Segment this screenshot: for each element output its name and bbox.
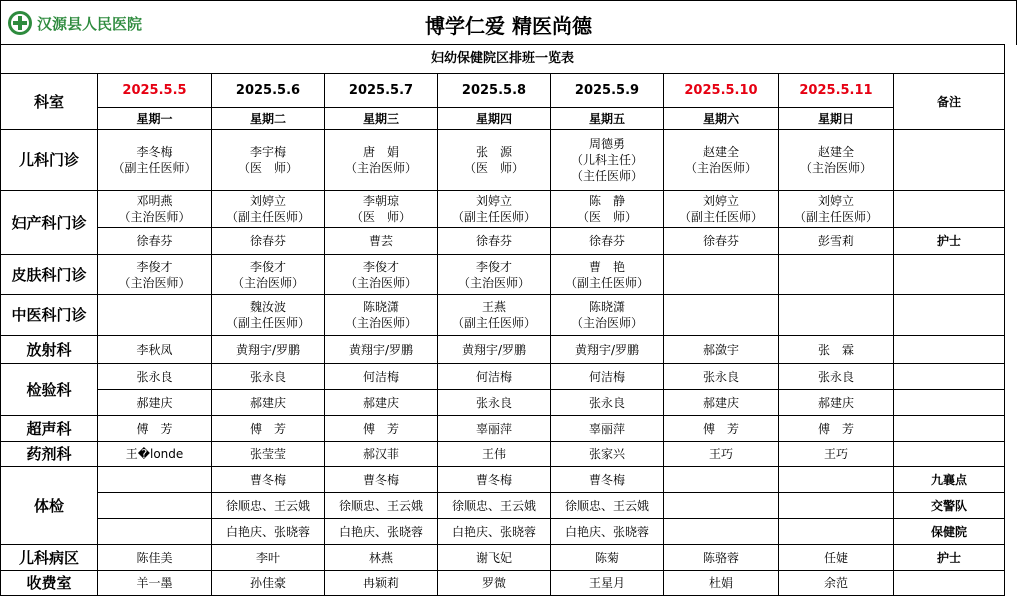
staff-line: 黄翔宇/罗鹏 [461, 342, 527, 357]
schedule-cell [438, 416, 551, 442]
staff-line: 郝建庆 [702, 395, 739, 410]
note-cell [894, 336, 1005, 364]
schedule-cell [438, 390, 551, 416]
schedule-cell [212, 364, 325, 390]
schedule-cell [325, 336, 438, 364]
schedule-cell [779, 519, 894, 545]
staff-line: （医 师） [237, 161, 298, 175]
schedule-cell [325, 295, 438, 336]
schedule-cell [551, 295, 664, 336]
schedule-cell [98, 336, 212, 364]
schedule-cell [98, 442, 212, 467]
staff-line: 王巧 [823, 447, 848, 461]
schedule-cell [325, 390, 438, 416]
staff-line: 赵建全 [817, 145, 854, 159]
schedule-cell [779, 295, 894, 336]
schedule-cell [98, 390, 212, 416]
date-header: 2025.5.5 [98, 74, 212, 108]
schedule-cell [664, 364, 779, 390]
staff-line: 曹冬梅 [475, 472, 512, 487]
schedule-cell [438, 364, 551, 390]
staff-line: 刘婷立 [817, 194, 854, 208]
note-cell [894, 130, 1005, 191]
staff-line: 张 源 [475, 145, 512, 159]
staff-line: 刘婷立 [475, 194, 512, 208]
staff-line: 曹 艳 [588, 259, 625, 274]
staff-line: 曹冬梅 [588, 472, 625, 487]
staff-line: （主治医师） [118, 210, 191, 224]
schedule-cell [551, 255, 664, 295]
staff-line: 徐顺忠、王云娥 [338, 498, 423, 513]
schedule-cell [779, 191, 894, 228]
staff-line: 郝建庆 [817, 395, 854, 410]
staff-line: 魏汝波 [249, 300, 286, 314]
staff-line: 何洁梅 [475, 369, 512, 384]
staff-line: 郝建庆 [362, 395, 399, 410]
schedule-cell [98, 191, 212, 228]
staff-line: （主治医师） [457, 275, 530, 290]
staff-line: 任婕 [823, 550, 848, 565]
staff-line: 黄翔宇/罗鹏 [574, 342, 640, 357]
schedule-cell [779, 571, 894, 596]
schedule-cell [438, 130, 551, 191]
page-title: 博学仁爱 精医尚德 [425, 14, 592, 38]
staff-line: 陈晓潇 [588, 300, 625, 314]
schedule-cell [438, 442, 551, 467]
schedule-cell [779, 336, 894, 364]
staff-line: 李宇梅 [249, 145, 286, 159]
hospital-name: 汉源县人民医院 [37, 14, 143, 33]
staff-line: （主治医师） [799, 161, 872, 175]
staff-line: 徐春芬 [475, 234, 512, 248]
schedule-cell [325, 493, 438, 519]
schedule-cell [664, 295, 779, 336]
schedule-cell [325, 545, 438, 571]
schedule-cell [325, 130, 438, 191]
note-cell [894, 191, 1005, 228]
staff-line: 彭雪莉 [817, 234, 854, 248]
staff-line: （医 师） [350, 210, 411, 224]
schedule-cell [98, 571, 212, 596]
staff-line: 羊一墨 [136, 576, 173, 590]
schedule-cell [551, 545, 664, 571]
staff-line: 刘婷立 [702, 194, 739, 208]
weekday-header: 星期日 [779, 108, 894, 130]
schedule-cell [212, 493, 325, 519]
staff-line: （副主任医师） [112, 161, 197, 175]
department-name: 儿科病区 [1, 545, 98, 571]
schedule-cell [779, 228, 894, 255]
schedule-cell [779, 364, 894, 390]
schedule-cell [325, 519, 438, 545]
weekday-header: 星期一 [98, 108, 212, 130]
department-name: 皮肤科门诊 [1, 255, 98, 295]
staff-line: （医 师） [576, 210, 637, 224]
schedule-cell [325, 228, 438, 255]
department-name: 收费室 [1, 571, 98, 596]
staff-line: （主治医师） [344, 161, 417, 175]
note-cell [894, 416, 1005, 442]
staff-line: 徐春芬 [249, 234, 286, 248]
staff-line: （主治医师） [231, 275, 304, 290]
schedule-cell [325, 416, 438, 442]
schedule-cell [438, 336, 551, 364]
schedule-row [1, 295, 1005, 336]
staff-line: 白艳庆、张晓蓉 [338, 524, 423, 539]
schedule-cell [212, 519, 325, 545]
schedule-cell [779, 130, 894, 191]
schedule-cell [664, 130, 779, 191]
staff-line: 李俊才 [475, 259, 512, 274]
staff-line: 白艳庆、张晓蓉 [564, 524, 649, 539]
staff-line: 徐顺忠、王云娥 [225, 498, 310, 513]
staff-line: （主治医师） [344, 275, 417, 290]
note-cell [894, 442, 1005, 467]
staff-line: 曹冬梅 [249, 472, 286, 487]
schedule-cell [664, 467, 779, 493]
schedule-cell [438, 191, 551, 228]
staff-line: 张莹莹 [249, 447, 286, 461]
schedule-cell [664, 442, 779, 467]
staff-line: 罗微 [481, 576, 506, 590]
weekday-header: 星期四 [438, 108, 551, 130]
staff-line: 徐顺忠、王云娥 [564, 498, 649, 513]
schedule-row [1, 130, 1005, 191]
staff-line: 张永良 [817, 369, 854, 384]
staff-line: （主治医师） [684, 161, 757, 175]
schedule-cell [779, 545, 894, 571]
staff-line: 杜娟 [708, 576, 733, 590]
schedule-cell [212, 571, 325, 596]
schedule-cell [551, 493, 664, 519]
staff-line: （副主任医师） [451, 316, 536, 330]
staff-line: 林燕 [368, 550, 393, 565]
schedule-row [1, 364, 1005, 390]
staff-line: 徐春芬 [588, 234, 625, 248]
schedule-cell [664, 228, 779, 255]
staff-line: 郝建庆 [249, 395, 286, 410]
staff-line: （副主任医师） [793, 210, 878, 224]
schedule-cell [98, 255, 212, 295]
schedule-cell [551, 442, 664, 467]
staff-line: 曹芸 [368, 234, 393, 248]
staff-line: 黄翔宇/罗鹏 [348, 342, 414, 357]
staff-line: （医 师） [463, 161, 524, 175]
staff-line: 曹冬梅 [362, 472, 399, 487]
staff-line: 陈 静 [588, 194, 625, 208]
schedule-cell [98, 416, 212, 442]
staff-line: 辜丽萍 [588, 421, 625, 436]
schedule-cell [98, 295, 212, 336]
schedule-cell [664, 255, 779, 295]
schedule-cell [438, 571, 551, 596]
department-name: 超声科 [1, 416, 98, 442]
schedule-cell [438, 545, 551, 571]
staff-line: 邓明燕 [136, 194, 173, 208]
schedule-cell [438, 519, 551, 545]
staff-line: 徐春芬 [702, 234, 739, 248]
staff-line: 辜丽萍 [475, 421, 512, 436]
staff-line: （儿科主任） [570, 153, 643, 167]
staff-line: 郝汉菲 [362, 447, 399, 461]
staff-line: 傅 芳 [702, 421, 739, 436]
schedule-cell [779, 442, 894, 467]
staff-line: 张永良 [702, 369, 739, 384]
schedule-table [0, 44, 1005, 596]
staff-line: 王巧 [708, 447, 733, 461]
staff-line: 李俊才 [249, 259, 286, 274]
schedule-cell [438, 467, 551, 493]
schedule-row [1, 442, 1005, 467]
schedule-cell [98, 545, 212, 571]
staff-line: 白艳庆、张晓蓉 [451, 524, 536, 539]
schedule-row [1, 228, 1005, 255]
schedule-row [1, 467, 1005, 493]
schedule-cell [325, 467, 438, 493]
department-name: 妇产科门诊 [1, 191, 98, 255]
schedule-cell [664, 336, 779, 364]
schedule-cell [779, 416, 894, 442]
schedule-cell [212, 416, 325, 442]
schedule-cell [212, 191, 325, 228]
staff-line: （主任医师） [570, 169, 643, 183]
schedule-cell [212, 442, 325, 467]
schedule-cell [212, 295, 325, 336]
weekday-header: 星期三 [325, 108, 438, 130]
schedule-cell [551, 191, 664, 228]
schedule-cell [664, 493, 779, 519]
staff-line: 傅 芳 [362, 421, 399, 436]
staff-line: （主治医师） [570, 316, 643, 330]
schedule-cell [664, 545, 779, 571]
staff-line: 徐春芬 [136, 234, 173, 248]
staff-line: 黄翔宇/罗鹏 [235, 342, 301, 357]
staff-line: 李叶 [255, 550, 280, 565]
staff-line: 张永良 [588, 395, 625, 410]
staff-line: 郝潋宇 [702, 342, 739, 357]
schedule-cell [779, 390, 894, 416]
staff-line: 唐 娟 [362, 145, 399, 159]
schedule-row [1, 191, 1005, 228]
note-cell [894, 295, 1005, 336]
department-name: 儿科门诊 [1, 130, 98, 191]
staff-line: 陈骆蓉 [702, 550, 739, 565]
note-cell [894, 390, 1005, 416]
schedule-cell [551, 228, 664, 255]
schedule-cell [98, 228, 212, 255]
schedule-row [1, 545, 1005, 571]
weekday-header: 星期五 [551, 108, 664, 130]
department-name: 检验科 [1, 364, 98, 416]
staff-line: 李俊才 [136, 259, 173, 274]
schedule-cell [98, 467, 212, 493]
staff-line: 王燕 [481, 300, 506, 314]
note-cell: 九襄点 [894, 467, 1005, 493]
staff-line: （副主任医师） [678, 210, 763, 224]
schedule-cell [325, 255, 438, 295]
schedule-cell [325, 442, 438, 467]
page-header [0, 0, 1017, 45]
date-header: 2025.5.7 [325, 74, 438, 108]
schedule-cell [551, 519, 664, 545]
schedule-cell [98, 364, 212, 390]
date-header: 2025.5.11 [779, 74, 894, 108]
staff-line: 张永良 [136, 369, 173, 384]
schedule-cell [438, 295, 551, 336]
schedule-cell [212, 336, 325, 364]
schedule-cell [325, 191, 438, 228]
schedule-cell [551, 571, 664, 596]
staff-line: 冉颖莉 [362, 576, 399, 590]
staff-line: 刘婷立 [249, 194, 286, 208]
schedule-cell [779, 255, 894, 295]
department-name: 中医科门诊 [1, 295, 98, 336]
staff-line: 白艳庆、张晓蓉 [225, 524, 310, 539]
staff-line: （副主任医师） [451, 210, 536, 224]
schedule-row [1, 416, 1005, 442]
staff-line: 陈佳美 [136, 550, 173, 565]
staff-line: 郝建庆 [136, 395, 173, 410]
staff-line: 何洁梅 [588, 369, 625, 384]
date-header: 2025.5.9 [551, 74, 664, 108]
schedule-subtitle: 妇幼保健院区排班一览表 [1, 45, 1005, 74]
schedule-row [1, 390, 1005, 416]
schedule-row [1, 255, 1005, 295]
weekday-header: 星期六 [664, 108, 779, 130]
schedule-row [1, 493, 1005, 519]
schedule-cell [779, 493, 894, 519]
staff-line: 赵建全 [702, 145, 739, 159]
staff-line: 傅 芳 [817, 421, 854, 436]
date-header: 2025.5.6 [212, 74, 325, 108]
date-header: 2025.5.8 [438, 74, 551, 108]
schedule-cell [325, 571, 438, 596]
staff-line: 李冬梅 [136, 145, 173, 159]
schedule-cell [664, 519, 779, 545]
staff-line: （副主任医师） [564, 275, 649, 290]
schedule-cell [551, 130, 664, 191]
schedule-cell [98, 519, 212, 545]
schedule-cell [664, 416, 779, 442]
schedule-row [1, 519, 1005, 545]
staff-line: 李秋凤 [136, 342, 173, 357]
department-name: 放射科 [1, 336, 98, 364]
staff-line: 何洁梅 [362, 369, 399, 384]
staff-line: 张永良 [249, 369, 286, 384]
schedule-cell [438, 255, 551, 295]
schedule-cell [664, 390, 779, 416]
note-cell: 护士 [894, 228, 1005, 255]
schedule-cell [212, 228, 325, 255]
staff-line: 王伟 [481, 447, 506, 461]
schedule-cell [779, 467, 894, 493]
schedule-cell [551, 390, 664, 416]
department-name: 药剂科 [1, 442, 98, 467]
staff-line: （主治医师） [344, 316, 417, 330]
schedule-cell [664, 191, 779, 228]
note-column-header: 备注 [894, 74, 1005, 130]
note-cell [894, 255, 1005, 295]
date-header: 2025.5.10 [664, 74, 779, 108]
staff-line: 张永良 [475, 395, 512, 410]
schedule-cell [325, 364, 438, 390]
department-name: 体检 [1, 467, 98, 545]
schedule-cell [664, 571, 779, 596]
staff-line: 孙佳豪 [249, 576, 286, 590]
staff-line: 王�londe [125, 447, 184, 461]
schedule-cell [551, 336, 664, 364]
schedule-cell [98, 130, 212, 191]
schedule-row [1, 336, 1005, 364]
staff-line: 傅 芳 [136, 421, 173, 436]
dept-column-header: 科室 [1, 74, 98, 130]
schedule-cell [212, 130, 325, 191]
staff-line: 张家兴 [588, 447, 625, 461]
staff-line: 李朝琼 [362, 194, 399, 208]
schedule-cell [212, 467, 325, 493]
note-cell [894, 364, 1005, 390]
note-cell: 保健院 [894, 519, 1005, 545]
note-cell [894, 571, 1005, 596]
schedule-row [1, 571, 1005, 596]
staff-line: （主治医师） [118, 275, 191, 290]
staff-line: 李俊才 [362, 259, 399, 274]
schedule-cell [551, 416, 664, 442]
schedule-cell [212, 545, 325, 571]
note-cell: 护士 [894, 545, 1005, 571]
schedule-cell [212, 255, 325, 295]
staff-line: 周德勇 [588, 137, 625, 151]
staff-line: 陈菊 [594, 550, 619, 565]
schedule-cell [98, 493, 212, 519]
schedule-cell [212, 390, 325, 416]
note-cell: 交警队 [894, 493, 1005, 519]
weekday-header: 星期二 [212, 108, 325, 130]
staff-line: 王星月 [588, 576, 625, 590]
schedule-cell [438, 493, 551, 519]
staff-line: （副主任医师） [225, 316, 310, 330]
staff-line: 张 霖 [817, 342, 854, 357]
staff-line: 陈晓潇 [362, 300, 399, 314]
staff-line: 谢飞妃 [475, 550, 512, 565]
schedule-cell [551, 467, 664, 493]
staff-line: 余范 [823, 576, 848, 590]
staff-line: 徐顺忠、王云娥 [451, 498, 536, 513]
schedule-cell [438, 228, 551, 255]
staff-line: 傅 芳 [249, 421, 286, 436]
schedule-cell [551, 364, 664, 390]
staff-line: （副主任医师） [225, 210, 310, 224]
